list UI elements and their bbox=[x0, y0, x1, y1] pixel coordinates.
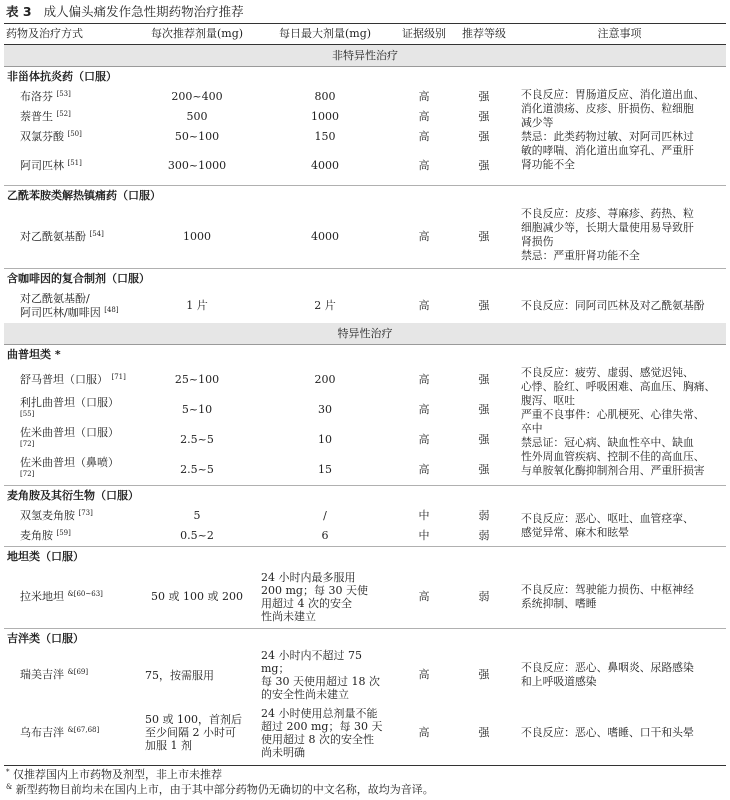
grade-cell: 强 bbox=[478, 229, 490, 243]
notes-cell: 不良反应：疲劳、虚弱、感觉迟钝、 心悸、脸红、呼吸困难、高血压、胸痛、 腹泻、呕吐 严重不良事件：心肌梗死、心律失常、 卒中 禁忌证：冠心病、缺血性卒中、缺血 性外周血管疾病、控制不佳的高血压、 与单胺氧化酶抑制剂合用、严重肝损害 bbox=[521, 366, 716, 477]
evidence-cell: 中 bbox=[418, 528, 430, 542]
header-evidence: 证据级别 bbox=[393, 24, 455, 45]
category-row bbox=[4, 485, 726, 506]
dose-cell: 50 或 100，首剂后 至少间隔 2 小时可 加服 1 剂 bbox=[137, 701, 257, 765]
group-row-specific bbox=[4, 323, 726, 345]
category-label: 吉泮类（口服） bbox=[4, 629, 726, 650]
evidence-cell: 高 bbox=[418, 462, 430, 476]
evidence-cell: 高 bbox=[418, 403, 430, 416]
grade-cell: 强 bbox=[478, 110, 490, 123]
grade-cell: 强 bbox=[478, 668, 490, 681]
footnote: * 仅推荐国内上市药物及剂型，非上市未推荐 bbox=[6, 768, 222, 781]
drug-recommendation-table bbox=[4, 23, 726, 766]
drug-name: 阿司匹林 [51] bbox=[20, 158, 82, 172]
drug-name: 乌布吉泮 $^{\&[67,68]}$ bbox=[4, 701, 137, 765]
max-dose-cell: 24 小时内最多服用 200 mg；每 30 天使 用超过 4 次的安全 性尚未建立 bbox=[261, 571, 368, 624]
table-row bbox=[4, 87, 726, 107]
table-row bbox=[4, 701, 726, 765]
dose-cell: 5 bbox=[193, 508, 201, 522]
evidence-cell: 高 bbox=[418, 373, 430, 386]
notes-cell: 不良反应：恶心、鼻咽炎、尿路感染 和上呼吸道感染 bbox=[521, 661, 694, 688]
category-label: 曲普坦类 * bbox=[7, 348, 61, 361]
max-dose-cell: 30 bbox=[318, 403, 332, 416]
header-max-dose: 每日最大剂量(mg) bbox=[257, 24, 393, 45]
category-row bbox=[4, 546, 726, 567]
grade-cell: 弱 bbox=[478, 508, 490, 522]
header-notes: 注意事项 bbox=[513, 24, 726, 45]
footnote: & 新型药物目前均未在国内上市，由于其中部分药物仍无确切的中文名称，故均为音译。 bbox=[6, 783, 434, 796]
category-label: 麦角胺及其衍生物（口服） bbox=[4, 485, 726, 506]
notes-cell: 不良反应：皮疹、荨麻疹、药热、粒 细胞减少等，长期大量使用易导致肝 肾损伤 禁忌：严重肝肾功能不全 bbox=[521, 206, 694, 262]
category-label: 含咖啡因的复合制剂（口服） bbox=[4, 269, 726, 290]
max-dose-cell: 4000 bbox=[311, 229, 339, 243]
drug-name: 舒马普坦（口服） [71] bbox=[20, 373, 126, 386]
table-row bbox=[4, 206, 726, 269]
evidence-cell: 高 bbox=[418, 158, 430, 172]
evidence-cell: 高 bbox=[418, 433, 430, 446]
notes-cell: 不良反应：恶心、呕吐、血管痉挛、 感觉异常、麻木和眩晕 bbox=[521, 511, 694, 539]
drug-name: 佐米曲普坦（鼻喷） [72] bbox=[20, 455, 119, 478]
evidence-cell: 高 bbox=[418, 590, 430, 604]
dose-cell: 50 或 100 或 200 bbox=[151, 590, 243, 604]
grade-cell: 强 bbox=[478, 158, 490, 172]
max-dose-cell: 10 bbox=[318, 433, 332, 446]
dose-cell: 2.5~5 bbox=[180, 462, 214, 476]
drug-name: 瑞美吉泮 $^{\&[69]}$ bbox=[20, 668, 89, 681]
table-row bbox=[4, 506, 726, 526]
evidence-cell: 高 bbox=[418, 299, 430, 312]
dose-cell: 2.5~5 bbox=[180, 433, 214, 446]
notes-cell: 不良反应：同阿司匹林及对乙酰氨基酚 bbox=[521, 299, 705, 312]
evidence-cell: 高 bbox=[418, 90, 430, 103]
dose-cell: 1000 bbox=[183, 229, 211, 243]
notes-cell: 不良反应：胃肠道反应、消化道出血、 消化道溃疡、皮疹、肝损伤、粒细胞 减少等 禁忌：此类药物过敏、对阿司匹林过 敏的哮喘、消化道出血穿孔、严重肝 肾功能不全 bbox=[521, 88, 705, 171]
category-label: 地坦类（口服） bbox=[4, 546, 726, 567]
dose-cell: 25~100 bbox=[174, 373, 220, 386]
evidence-cell: 高 bbox=[418, 110, 430, 123]
category-row bbox=[4, 629, 726, 650]
table-label: 表 3 bbox=[6, 4, 32, 19]
grade-cell: 强 bbox=[478, 299, 490, 312]
max-dose-cell: 15 bbox=[318, 462, 332, 476]
notes-cell: 不良反应：恶心、嗜睡、口干和头晕 bbox=[513, 701, 726, 765]
dose-cell: 0.5~2 bbox=[180, 528, 214, 542]
dose-cell: 1 片 bbox=[186, 299, 208, 312]
drug-name: 佐米曲普坦（口服） [72] bbox=[20, 426, 119, 448]
drug-name: 对乙酰氨基酚 [54] bbox=[20, 229, 104, 243]
drug-name: 布洛芬 [53] bbox=[20, 90, 71, 103]
grade-cell: 强 bbox=[478, 403, 490, 416]
table-caption bbox=[6, 2, 244, 20]
drug-name: 双氢麦角胺 [73] bbox=[20, 508, 93, 522]
category-row bbox=[4, 269, 726, 290]
group-label: 特异性治疗 bbox=[4, 323, 726, 345]
grade-cell: 强 bbox=[478, 433, 490, 446]
drug-name: 拉米地坦 $^{\&[60\sim 63]}$ bbox=[20, 590, 103, 604]
table-row bbox=[4, 365, 726, 395]
max-dose-cell: 2 片 bbox=[314, 299, 336, 312]
max-dose-cell: 24 小时内不超过 75 mg； 每 30 天使用超过 18 次 的安全性尚未建立 bbox=[261, 649, 380, 701]
max-dose-cell: 6 bbox=[321, 528, 329, 542]
grade-cell: 弱 bbox=[478, 528, 490, 542]
dose-cell: 300~1000 bbox=[167, 158, 227, 172]
dose-cell: 200~400 bbox=[171, 90, 223, 103]
evidence-cell: 高 bbox=[418, 668, 430, 681]
grade-cell: 强 bbox=[478, 130, 490, 143]
max-dose-cell: / bbox=[323, 508, 327, 522]
evidence-cell: 高 bbox=[393, 701, 455, 765]
table-row bbox=[4, 649, 726, 701]
drug-name: 双氯芬酸 [50] bbox=[20, 130, 82, 143]
category-label: 乙酰苯胺类解热镇痛药（口服） bbox=[4, 185, 726, 206]
table-row bbox=[4, 289, 726, 323]
max-dose-cell: 4000 bbox=[311, 158, 339, 172]
drug-name: 麦角胺 [59] bbox=[20, 528, 71, 542]
group-label: 非特异性治疗 bbox=[4, 45, 726, 67]
drug-name: 利扎曲普坦（口服） [55] bbox=[20, 396, 119, 418]
max-dose-cell: 1000 bbox=[311, 110, 339, 123]
grade-cell: 强 bbox=[478, 373, 490, 386]
group-row-nonspecific bbox=[4, 45, 726, 67]
header-row bbox=[4, 24, 726, 45]
header-dose: 每次推荐剂量(mg) bbox=[137, 24, 257, 45]
dose-cell: 50~100 bbox=[174, 130, 220, 143]
evidence-cell: 中 bbox=[418, 508, 430, 522]
max-dose-cell: 24 小时使用总剂量不能 超过 200 mg；每 30 天 使用超过 8 次的安全性 尚未明确 bbox=[257, 701, 393, 765]
category-label: 非甾体抗炎药（口服） bbox=[7, 70, 117, 83]
grade-cell: 弱 bbox=[478, 590, 490, 604]
grade-cell: 强 bbox=[455, 701, 513, 765]
max-dose-cell: 200 bbox=[314, 373, 336, 386]
category-row bbox=[4, 345, 726, 366]
max-dose-cell: 150 bbox=[314, 130, 336, 143]
table-title: 成人偏头痛发作急性期药物治疗推荐 bbox=[43, 4, 244, 19]
category-row bbox=[4, 67, 726, 88]
evidence-cell: 高 bbox=[418, 130, 430, 143]
category-row bbox=[4, 185, 726, 206]
header-grade: 推荐等级 bbox=[455, 24, 513, 45]
evidence-cell: 高 bbox=[418, 229, 430, 243]
drug-name: 对乙酰氨基酚/ 阿司匹林/咖啡因 [48] bbox=[20, 292, 119, 319]
drug-name: 萘普生 [52] bbox=[20, 110, 71, 123]
grade-cell: 强 bbox=[478, 90, 490, 103]
header-drug: 药物及治疗方式 bbox=[4, 24, 137, 45]
dose-cell: 500 bbox=[186, 110, 208, 123]
notes-cell: 不良反应：驾驶能力损伤、中枢神经 系统抑制、嗜睡 bbox=[521, 583, 694, 611]
grade-cell: 强 bbox=[478, 462, 490, 476]
table-row bbox=[4, 567, 726, 629]
max-dose-cell: 800 bbox=[314, 90, 336, 103]
dose-cell: 75，按需服用 bbox=[145, 668, 214, 682]
dose-cell: 5~10 bbox=[181, 403, 213, 416]
